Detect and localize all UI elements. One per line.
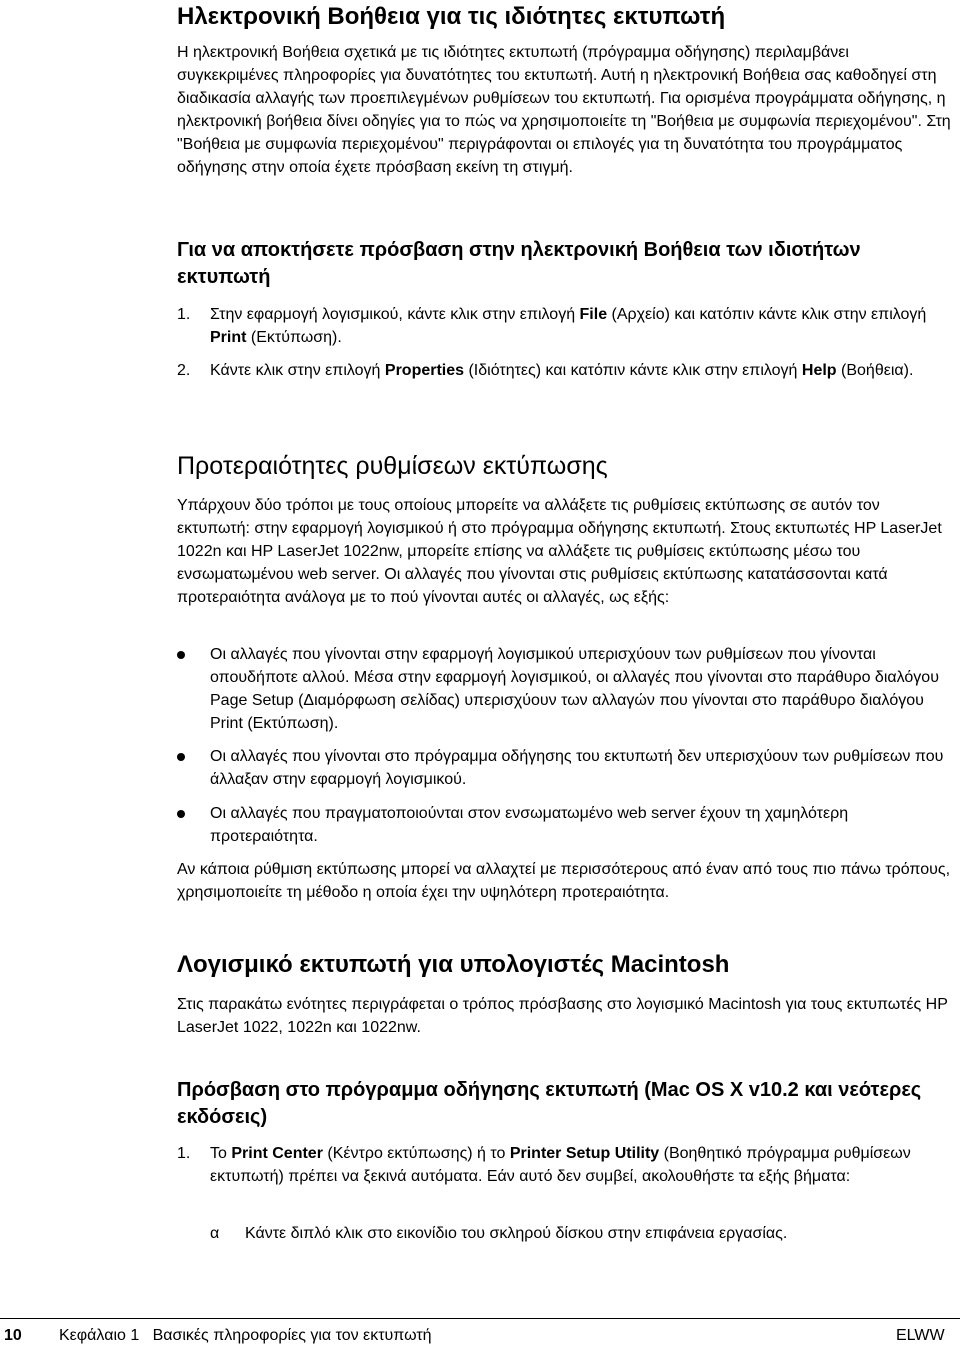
step-item [177, 1142, 952, 1188]
step-text: Το Print Center (Κέντρο εκτύπωσης) ή το Printer Setup Utility (Βοηθητικό πρόγραμμα ρυθμίσεων εκτυπωτή) πρέπει να ξεκινά αυτόματα. Εάν αυτό δεν συμβεί, ακολουθήστε τα εξής βήματα: [210, 1145, 911, 1185]
footer-doc-code: ELWW [896, 1327, 945, 1344]
list-item: Οι αλλαγές που πραγματοποιούνται στον ενσωματωμένο web server έχουν τη χαμηλότερη προτεραιότητα. [177, 802, 952, 848]
step-number: 1. [177, 306, 191, 323]
step-item [177, 359, 952, 382]
list-item: Οι αλλαγές που γίνονται στην εφαρμογή λογισμικού υπερισχύουν των ρυθμίσεων που γίνονται οπουδήποτε αλλού. Μέσα στην εφαρμογή λογισμικού, οι αλλαγές που γίνονται στο παράθυρο διαλόγου Page Setup (Διαμόρφωση σελίδας) υπερισχύουν των αλλαγών που γίνονται στο παράθυρο διαλόγου Print (Εκτύπωση). [177, 643, 952, 735]
substep-item [210, 1222, 950, 1245]
step-number: 1. [177, 1145, 191, 1162]
footer-page-number: 10 [4, 1327, 22, 1344]
subsection-title-mac-driver-access: Πρόσβαση στο πρόγραμμα οδήγησης εκτυπωτή (Mac OS X v10.2 και νεότερες εκδόσεις) [177, 1079, 922, 1128]
substep-letter: α [210, 1225, 220, 1242]
section-body-macintosh-software: Στις παρακάτω ενότητες περιγράφεται ο τρόπος πρόσβασης στο λογισμικό Macintosh για τους εκτυπωτές HP LaserJet 1022, 1022n και 1022nw. [177, 996, 948, 1036]
step-text: Στην εφαρμογή λογισμικού, κάντε κλικ στην επιλογή File (Αρχείο) και κατόπιν κάντε κλικ στην επιλογή Print (Εκτύπωση). [210, 306, 927, 346]
bullet-icon [177, 753, 185, 761]
section-outro-print-priorities: Αν κάποια ρύθμιση εκτύπωσης μπορεί να αλλαχτεί με περισσότερους από έναν από τους πιο πάνω τρόπους, χρησιμοποιείτε τη μέθοδο η οποία έχει την υψηλότερη προτεραιότητα. [177, 861, 951, 901]
footer-chapter-title: Κεφάλαιο 1 Βασικές πληροφορίες για τον εκτυπωτή [59, 1327, 432, 1344]
step-number: 2. [177, 362, 191, 379]
step-item [177, 303, 952, 349]
step-text: Κάντε κλικ στην επιλογή Properties (Ιδιότητες) και κατόπιν κάντε κλικ στην επιλογή Help (Βοήθεια). [210, 362, 914, 379]
list-item: Οι αλλαγές που γίνονται στο πρόγραμμα οδήγησης του εκτυπωτή δεν υπερισχύουν των ρυθμίσεων που άλλαξαν στην εφαρμογή λογισμικού. [177, 745, 952, 791]
subsection-title-access-help: Για να αποκτήσετε πρόσβαση στην ηλεκτρονική Βοήθεια των ιδιοτήτων εκτυπωτή [177, 239, 861, 288]
footer-divider [0, 1318, 960, 1319]
bullet-icon [177, 810, 185, 818]
section-title-printer-help: Ηλεκτρονική Βοήθεια για τις ιδιότητες εκτυπωτή [177, 3, 726, 30]
substep-text: Κάντε διπλό κλικ στο εικονίδιο του σκληρού δίσκου στην επιφάνεια εργασίας. [245, 1225, 788, 1242]
section-title-print-priorities: Προτεραιότητες ρυθμίσεων εκτύπωσης [177, 452, 608, 480]
section-body-print-priorities: Υπάρχουν δύο τρόποι με τους οποίους μπορείτε να αλλάξετε τις ρυθμίσεις εκτύπωσης σε αυτόν τον εκτυπωτή: στην εφαρμογή λογισμικού ή στο πρόγραμμα οδήγησης εκτυπωτή. Στους εκτυπωτές HP LaserJet 1022n και HP LaserJet 1022nw, μπορείτε επίσης να αλλάξετε τις ρυθμίσεις εκτύπωσης μέσω του ενσωματωμένου web server. Οι αλλαγές που γίνονται στις ρυθμίσεις εκτύπωσης κατατάσσονται κατά προτεραιότητα ανάλογα με το πού γίνονται αυτές οι αλλαγές, ως εξής: [177, 497, 942, 606]
section-title-macintosh-software: Λογισμικό εκτυπωτή για υπολογιστές Macintosh [177, 951, 730, 978]
section-body-printer-help: Η ηλεκτρονική Βοήθεια σχετικά με τις ιδιότητες εκτυπωτή (πρόγραμμα οδήγησης) περιλαμβάνει συγκεκριμένες πληροφορίες για δυνατότητες του εκτυπωτή. Αυτή η ηλεκτρονική Βοήθεια σας καθοδηγεί στη διαδικασία αλλαγής των προεπιλεγμένων ρυθμίσεων του εκτυπωτή. Για ορισμένα προγράμματα οδήγησης, η ηλεκτρονική βοήθεια δίνει οδηγίες για το πώς να χρησιμοποιείτε τη "Βοήθεια με συμφωνία περιεχομένου". Στη "Βοήθεια με συμφωνία περιεχομένου" περιγράφονται οι επιλογές για τη δυνατότητα του προγράμματος οδήγησης στην οποία έχετε πρόσβαση εκείνη τη στιγμή. [177, 44, 951, 176]
bullet-icon [177, 651, 185, 659]
